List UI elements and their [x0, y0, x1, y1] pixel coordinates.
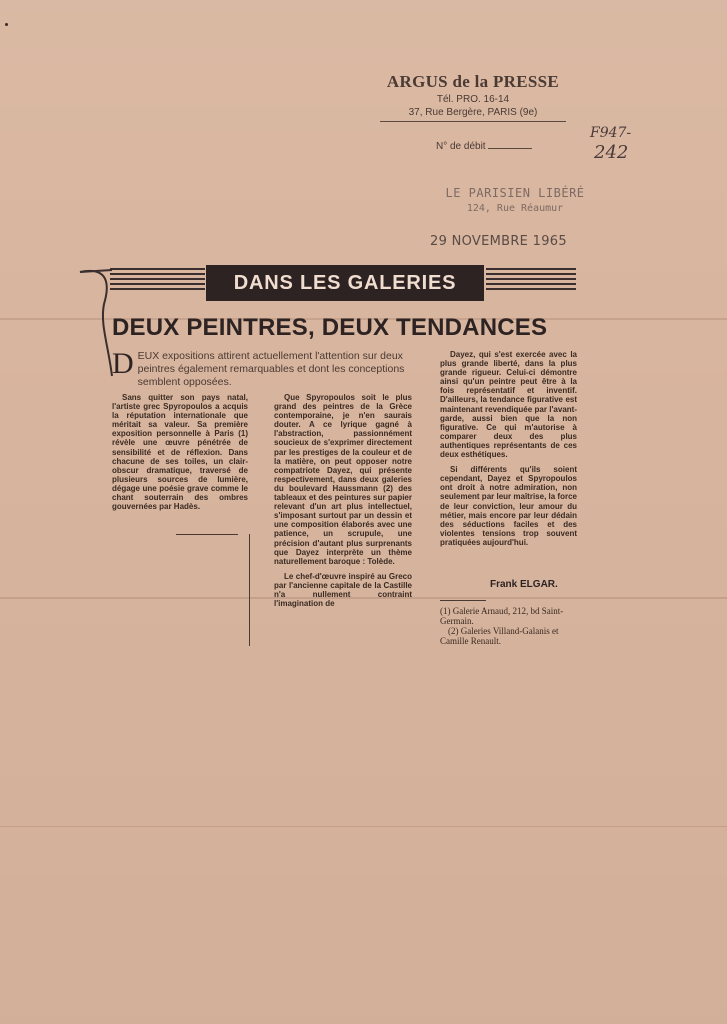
column-paragraph: Sans quitter son pays natal, l'artiste grec Spyropoulos a acquis la réputation internationale que méritait sa valeur. Sa première exposition personnelle à Paris (1) révèle une œuvre pénétrée de sensibilité et de réflexion. Dans chacune de ses toiles, un clair-obscur dramatique, traversé de plusieurs sources de lumière, dégage une poésie grave comme le chant souterrain des ombres gouvernées par Hadès.: [112, 393, 248, 512]
column-divider: [176, 534, 238, 535]
footnote: (2) Galeries Villand-Galanis et Camille Renault.: [440, 626, 559, 646]
column-paragraph: Dayez, qui s'est exercée avec la plus grande liberté, dans la plus grande rigueur. Celui-ci démontre ainsi qu'un peintre peut être à la fois représentatif et inventif. D'ailleurs, la tendance figurative est maintenant revendiquée par l'avant-garde, aussi bien que la non figurative. Ce qui m'autorise à comparer deux des plus authentiques représentants de ces deux esthétiques.: [440, 350, 577, 460]
date-stamp: 29 NOVEMBRE 1965: [430, 234, 567, 249]
column-divider-vertical: [249, 534, 250, 646]
drop-cap: D: [112, 347, 134, 380]
agency-address: 37, Rue Bergère, PARIS (9e): [380, 107, 566, 122]
fold-crease: [0, 826, 727, 827]
column-paragraph: Que Spyropoulos soit le plus grand des peintres de la Grèce contemporaine, je n'en saurais douter. A ce lyrique gagné à l'abstraction, passionnément soucieux de s'exprimer directement par les prestiges de la couleur et de la matière, on peut opposer notre compatriote Dayez, qui présente respectivement, dans deux galeries du boulevard Haussmann (2) des tableaux et des peintures sur papier relevant d'un art plus intellectuel, s'imposant surtout par un dessin et une composition élaborés avec une patience, un scrupule, une précision d'autant plus surprenants que Dayez interprète un thème naturellement baroque : Tolède.: [274, 393, 412, 566]
banner-rules-right: [486, 268, 576, 292]
article-column-3: [440, 350, 577, 547]
section-banner: DANS LES GALERIES: [206, 265, 484, 301]
handwritten-reference: F947-: [590, 125, 632, 141]
footnote: (1) Galerie Arnaud, 212, bd Saint-Germain.: [440, 606, 564, 626]
footnote-divider: [440, 600, 486, 601]
footnotes: [440, 606, 580, 646]
debit-label: N° de débit: [436, 141, 486, 152]
banner-rules-left: [110, 268, 205, 292]
intro-text: EUX expositions attirent actuellement l'attention sur deux peintres également remarquables et dont les conceptions semblent opposées.: [137, 350, 405, 388]
stamp-address: 124, Rue Réaumur: [466, 203, 564, 214]
article-intro: [112, 347, 414, 389]
publication-stamp: [440, 186, 590, 214]
agency-name: ARGUS de la PRESSE: [386, 72, 560, 91]
agency-header: [380, 72, 566, 122]
stamp-publication: LE PARISIEN LIBÉRÉ: [445, 186, 585, 200]
article-column-2: [274, 393, 412, 608]
article-column-1: [112, 393, 248, 511]
speck-mark: [5, 23, 8, 26]
debit-blank-line: [488, 148, 532, 149]
column-paragraph: Le chef-d'œuvre inspiré au Greco par l'ancienne capitale de la Castille n'a nullement contraint l'imagination de: [274, 571, 412, 609]
column-paragraph: Si différents qu'ils soient cependant, Dayez et Spyropoulos ont droit à notre admiration, non seulement par leur maîtrise, la force de leur conviction, leur amour du métier, mais encore par leur dédain des séductions faciles et des violentes tensions trop souvent pratiquées aujourd'hui.: [440, 465, 577, 547]
article-author: Frank ELGAR.: [490, 579, 558, 590]
agency-phone: Tél. PRO. 16-14: [436, 94, 510, 105]
debit-field: [436, 141, 532, 152]
article-headline: DEUX PEINTRES, DEUX TENDANCES: [112, 314, 548, 341]
handwritten-number: 242: [594, 142, 629, 163]
